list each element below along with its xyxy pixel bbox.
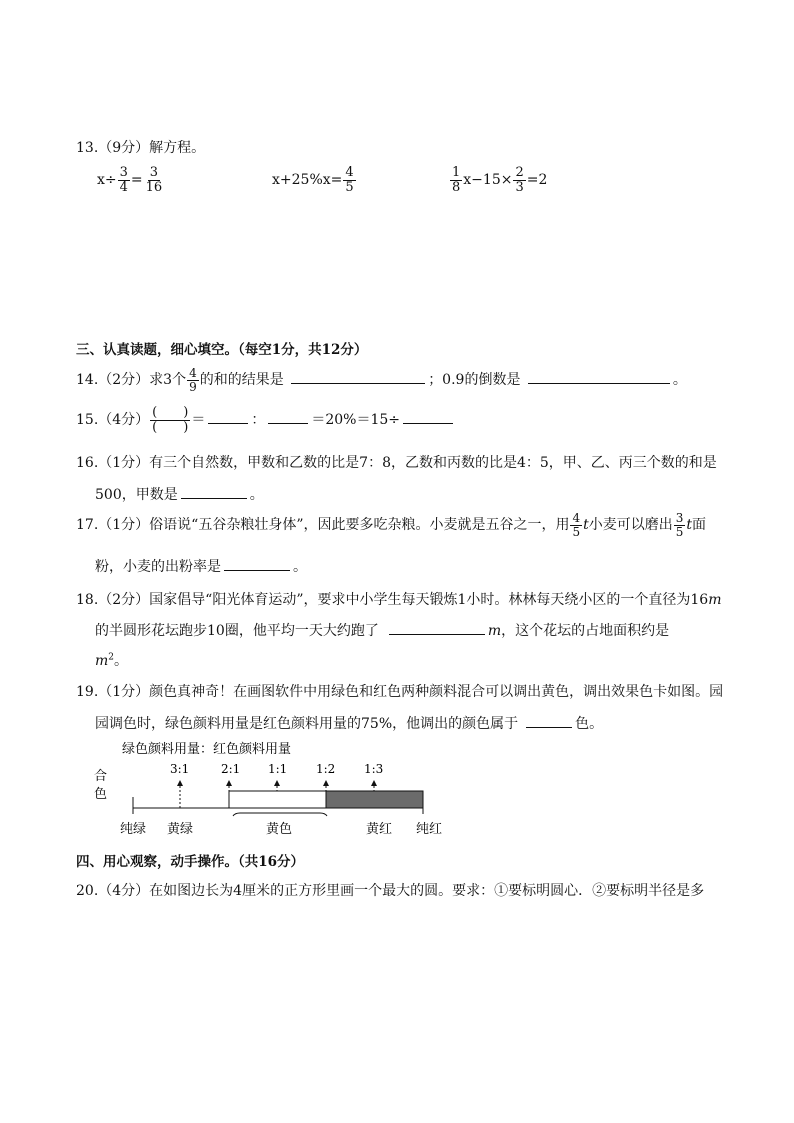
numerator: 4 (572, 511, 581, 525)
color-label-3: 黄红 (366, 822, 393, 837)
eq1-prefix: x÷ (97, 172, 117, 189)
q20-line-1: 20.（4分）在如图边长为4厘米的正方形里画一个最大的圆。要求：①要标明圆心．②要标明半径是多 (76, 883, 705, 899)
q17-text-b: 小麦可以磨出 (588, 517, 673, 534)
q14-text-a: 14.（2分）求3个 (76, 372, 187, 389)
eq2-prefix: x+25%x= (272, 172, 343, 189)
unit-meter: m (95, 653, 109, 669)
numerator: 4 (345, 165, 354, 180)
numerator: 3 (675, 511, 684, 525)
q14-text-e: 。 (672, 372, 687, 389)
diagram-top-label: 绿色颜料用量：红色颜料用量 (122, 742, 292, 757)
numerator: 2 (515, 165, 524, 180)
unit-meter: m (708, 592, 722, 608)
q17-text-a: 17.（1分）俗语说“五谷杂粮壮身体”，因此要多吃杂粮。小麦就是五谷之一，用 (76, 517, 570, 534)
ratio-label-4: 1:3 (364, 762, 384, 776)
color-label-2: 黄色 (266, 822, 293, 837)
color-label-0: 纯绿 (120, 822, 147, 837)
q16-text-a: 500，甲数是 (95, 487, 178, 503)
q13-header: 13.（9分）解方程。 (76, 140, 206, 156)
color-label-1: 黄绿 (167, 822, 194, 837)
denominator-blank[interactable]: ( ) (152, 419, 189, 435)
denominator: 4 (119, 179, 128, 195)
denominator: 9 (189, 379, 197, 394)
denominator: 5 (572, 524, 581, 539)
q16-text-b: 。 (249, 487, 264, 503)
section-3-title: 三、认真读题，细心填空。（每空1分，共12分） (76, 342, 368, 358)
q14-text-b: 的和的结果是 (199, 372, 284, 389)
q18-text-line2a: 的半圆形花坛跑步10圈，他平均一天大约跑了 (95, 623, 379, 639)
ratio-label-0: 3:1 (170, 762, 190, 776)
denominator: 16 (145, 179, 163, 195)
ratio-label-1: 2:1 (221, 762, 241, 776)
q14-text-c: ；0.9的倒数是 (428, 372, 521, 389)
section-4-title: 四、用心观察，动手操作。（共16分） (76, 854, 305, 870)
red-range-bar (326, 791, 423, 808)
q17-text-line2a: 粉，小麦的出粉率是 (95, 559, 221, 575)
q19-line-1: 19.（1分）颜色真神奇！在画图软件中用绿色和红色两种颜料混合可以调出黄色，调出效果色卡如图。园 (76, 684, 724, 700)
q19-text-b: 色。 (575, 716, 604, 732)
yellow-range-bar (229, 791, 326, 808)
q18-text-line2b: ，这个花坛的占地面积约是 (501, 623, 670, 639)
eq3-middle: x−15× (463, 172, 513, 189)
q19-text-a: 园调色时，绿色颜料用量是红色颜料用量的75%，他调出的颜色属于 (95, 716, 519, 732)
q15-text-a: 15.（4分） (76, 412, 150, 429)
unit-meter: m (487, 623, 502, 639)
color-label-4: 纯红 (416, 822, 443, 837)
ratio-label-2: 1:1 (268, 762, 288, 776)
q15-text-tail: ＝20%＝15÷ (311, 412, 400, 429)
denominator: 8 (452, 179, 461, 195)
ratio-label-3: 1:2 (316, 762, 336, 776)
denominator: 5 (675, 524, 684, 539)
eq3-suffix: =2 (526, 172, 548, 189)
q16-line-1: 16.（1分）有三个自然数，甲数和乙数的比是7：8，乙数和丙数的比是4：5，甲、乙、丙三个数的和是 (76, 455, 717, 471)
numerator: 1 (452, 165, 461, 180)
exponent: 2 (108, 652, 115, 663)
diagram-side-label-2: 色 (94, 787, 108, 802)
q17-text-line2b: 。 (293, 559, 307, 575)
diagram-side-label-1: 合 (94, 769, 108, 784)
unit-ton: t (583, 517, 589, 534)
q18-text-a: 18.（2分）国家倡导“阳光体育运动”，要求中小学生每天锻炼1小时。林林每天绕小区的一个直径为16 (76, 592, 709, 608)
numerator: 3 (119, 165, 128, 180)
unit-ton: t (686, 517, 693, 534)
denominator: 3 (515, 179, 524, 195)
numerator: 4 (189, 366, 197, 380)
q17-text-c: 面 (692, 517, 707, 534)
equals: = (130, 172, 143, 189)
denominator: 5 (345, 179, 354, 195)
yellow-bracket (233, 813, 327, 816)
equals: ＝ (191, 412, 206, 429)
period: 。 (114, 653, 129, 669)
numerator-blank[interactable]: ( ) (152, 405, 189, 420)
numerator: 3 (149, 165, 159, 180)
colon: ： (251, 412, 266, 429)
